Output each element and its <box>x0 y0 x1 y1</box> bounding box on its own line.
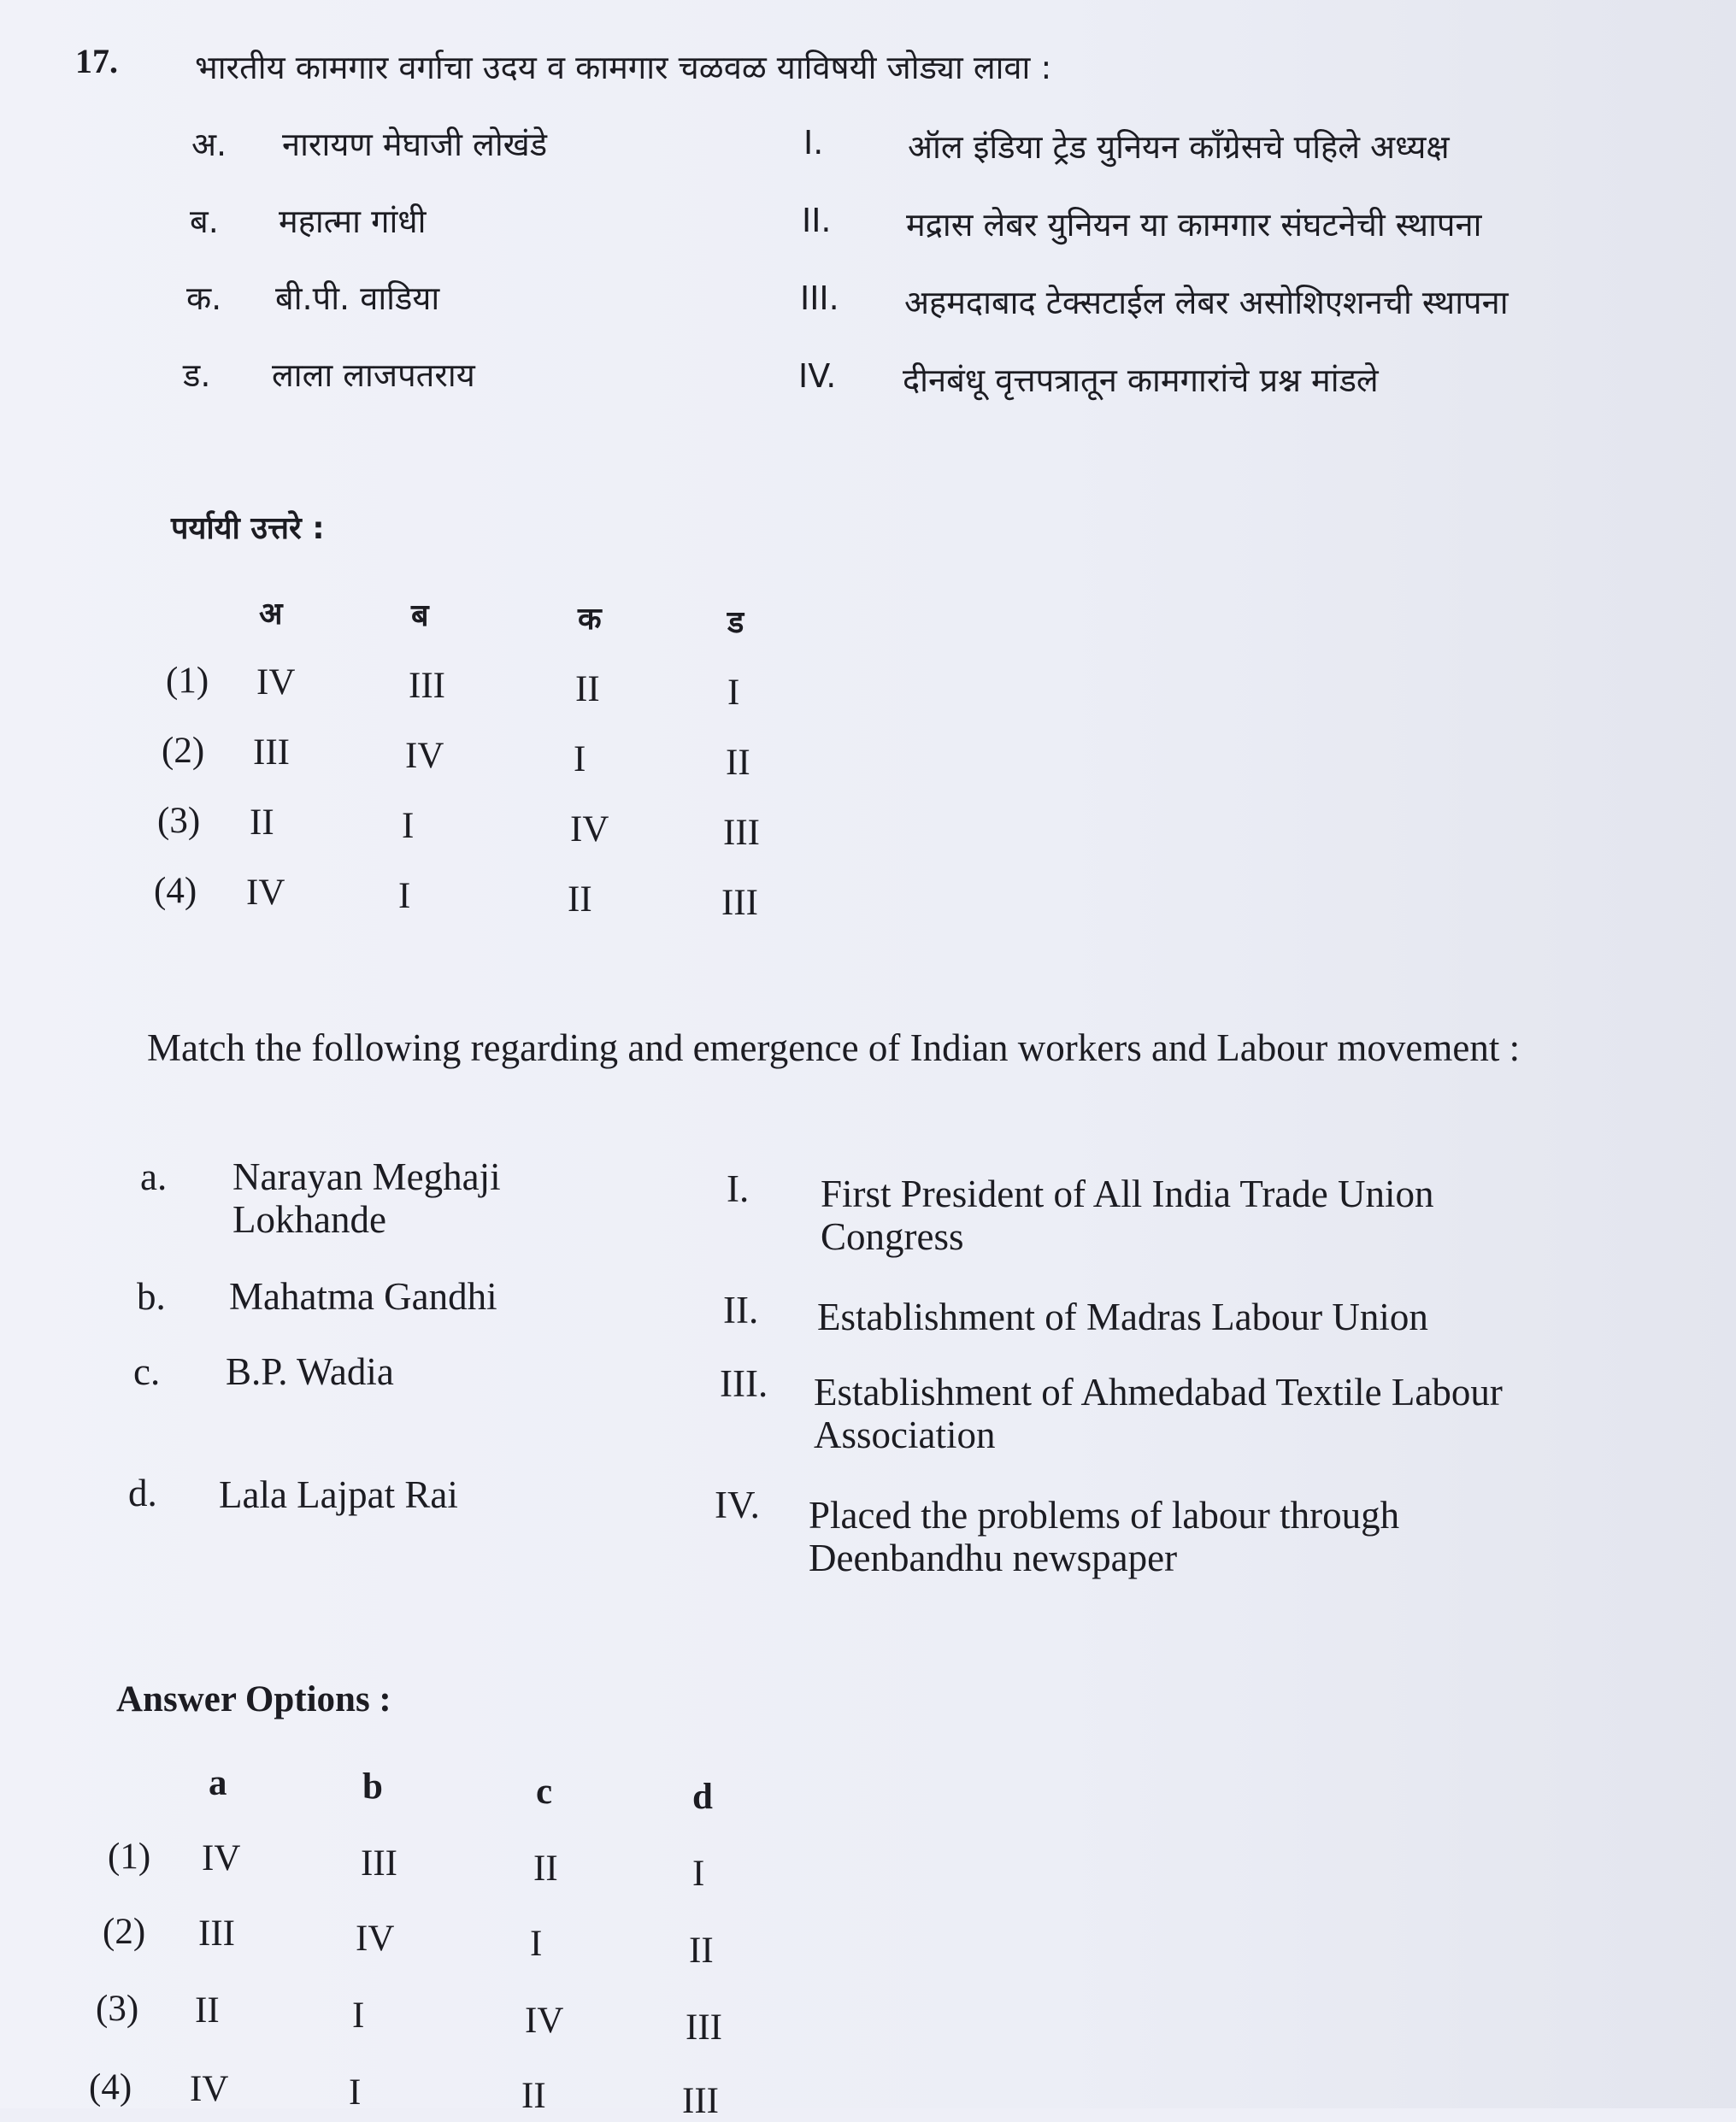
marathi-left-key: ब. <box>190 203 219 240</box>
option-cell: I <box>398 876 411 916</box>
option-label: (4) <box>154 871 197 911</box>
option-cell: IV <box>190 2069 229 2109</box>
option-cell: IV <box>570 809 609 849</box>
marathi-left-key: क. <box>186 279 222 317</box>
question-number: 17. <box>75 42 118 80</box>
option-cell: III <box>361 1843 397 1884</box>
option-cell: IV <box>405 736 444 776</box>
option-cell: IV <box>202 1838 241 1878</box>
option-cell: III <box>682 2081 719 2121</box>
english-right-key: IV. <box>715 1484 760 1526</box>
option-cell: II <box>726 743 750 783</box>
option-cell: IV <box>256 662 296 702</box>
english-prompt: Match the following regarding and emergence of Indian workers and Labour movement : <box>147 1026 1521 1069</box>
english-options-heading: Answer Options : <box>116 1679 391 1719</box>
option-cell: II <box>533 1849 558 1889</box>
english-left-key: b. <box>137 1275 166 1318</box>
option-cell: IV <box>525 2001 564 2041</box>
option-cell: II <box>568 879 592 920</box>
option-cell: III <box>198 1913 235 1954</box>
marathi-right-key: IV. <box>798 357 837 395</box>
option-column-header: ब <box>411 598 429 633</box>
option-cell: I <box>574 739 586 779</box>
option-cell: I <box>349 2072 362 2113</box>
marathi-right-key: I. <box>803 124 824 162</box>
marathi-left-key: ड. <box>183 356 211 394</box>
option-label: (3) <box>96 1989 139 2029</box>
option-cell: I <box>402 806 415 846</box>
marathi-right-item: अहमदाबाद टेक्सटाईल लेबर असोशिएशनची स्थापना <box>904 284 1509 321</box>
english-right-item: Establishment of Ahmedabad Textile Labour Association <box>814 1371 1503 1456</box>
marathi-right-item: दीनबंधू वृत्तपत्रातून कामगारांचे प्रश्न मांडले <box>903 362 1379 399</box>
option-cell: II <box>195 1990 220 2031</box>
option-label: (4) <box>89 2067 132 2107</box>
option-column-header: ड <box>727 605 744 640</box>
option-cell: I <box>727 673 740 713</box>
marathi-left-item: महात्मा गांधी <box>279 203 427 240</box>
english-right-key: I. <box>727 1167 750 1210</box>
marathi-left-key: अ. <box>191 126 227 163</box>
marathi-prompt: भारतीय कामगार वर्गाचा उदय व कामगार चळवळ याविषयी जोड्या लावा : <box>195 49 1052 86</box>
option-cell: I <box>692 1854 705 1894</box>
english-left-item: Mahatma Gandhi <box>229 1275 497 1318</box>
english-left-key: a. <box>140 1155 168 1198</box>
option-column-header: क <box>578 602 602 637</box>
marathi-right-key: III. <box>800 279 839 317</box>
english-left-item: B.P. Wadia <box>226 1350 394 1393</box>
english-left-key: c. <box>133 1350 161 1393</box>
english-right-key: III. <box>720 1362 768 1405</box>
option-column-header: अ <box>259 597 283 632</box>
english-left-item: Lala Lajpat Rai <box>219 1473 458 1516</box>
option-cell: IV <box>246 873 285 913</box>
option-cell: I <box>530 1924 543 1964</box>
english-right-item: First President of All India Trade Union Congress <box>821 1173 1434 1258</box>
option-cell: III <box>253 732 290 773</box>
option-label: (2) <box>162 731 205 771</box>
english-left-key: d. <box>128 1472 157 1514</box>
marathi-right-item: ऑल इंडिया ट्रेड युनियन कॉंग्रेसचे पहिले अध्यक्ष <box>908 128 1450 166</box>
option-column-header: d <box>692 1777 713 1817</box>
option-label: (1) <box>108 1837 151 1877</box>
option-column-header: a <box>209 1763 227 1803</box>
option-cell: IV <box>356 1919 395 1959</box>
option-label: (3) <box>157 801 201 841</box>
option-cell: I <box>352 1996 365 2036</box>
english-right-key: II. <box>723 1289 759 1331</box>
marathi-left-item: लाला लाजपतराय <box>272 356 475 394</box>
marathi-right-item: मद्रास लेबर युनियन या कामगार संघटनेची स्थापना <box>906 206 1482 244</box>
english-right-item: Placed the problems of labour through Deenbandhu newspaper <box>809 1494 1400 1579</box>
option-cell: II <box>689 1931 714 1971</box>
marathi-right-key: II. <box>802 202 832 239</box>
marathi-options-heading: पर्यायी उत्तरे : <box>171 511 325 546</box>
option-cell: II <box>250 802 274 843</box>
option-cell: III <box>723 813 760 853</box>
english-left-item: Narayan Meghaji Lokhande <box>232 1155 501 1241</box>
option-label: (1) <box>166 661 209 701</box>
option-cell: II <box>575 669 600 709</box>
option-cell: III <box>686 2007 722 2048</box>
option-cell: II <box>521 2076 546 2116</box>
option-cell: III <box>409 666 445 706</box>
option-label: (2) <box>103 1912 146 1952</box>
option-column-header: c <box>536 1772 553 1812</box>
marathi-left-item: नारायण मेघाजी लोखंडे <box>282 126 548 163</box>
option-column-header: b <box>362 1766 383 1807</box>
option-cell: III <box>721 883 758 923</box>
marathi-left-item: बी.पी. वाडिया <box>275 279 440 317</box>
english-right-item: Establishment of Madras Labour Union <box>817 1296 1428 1338</box>
